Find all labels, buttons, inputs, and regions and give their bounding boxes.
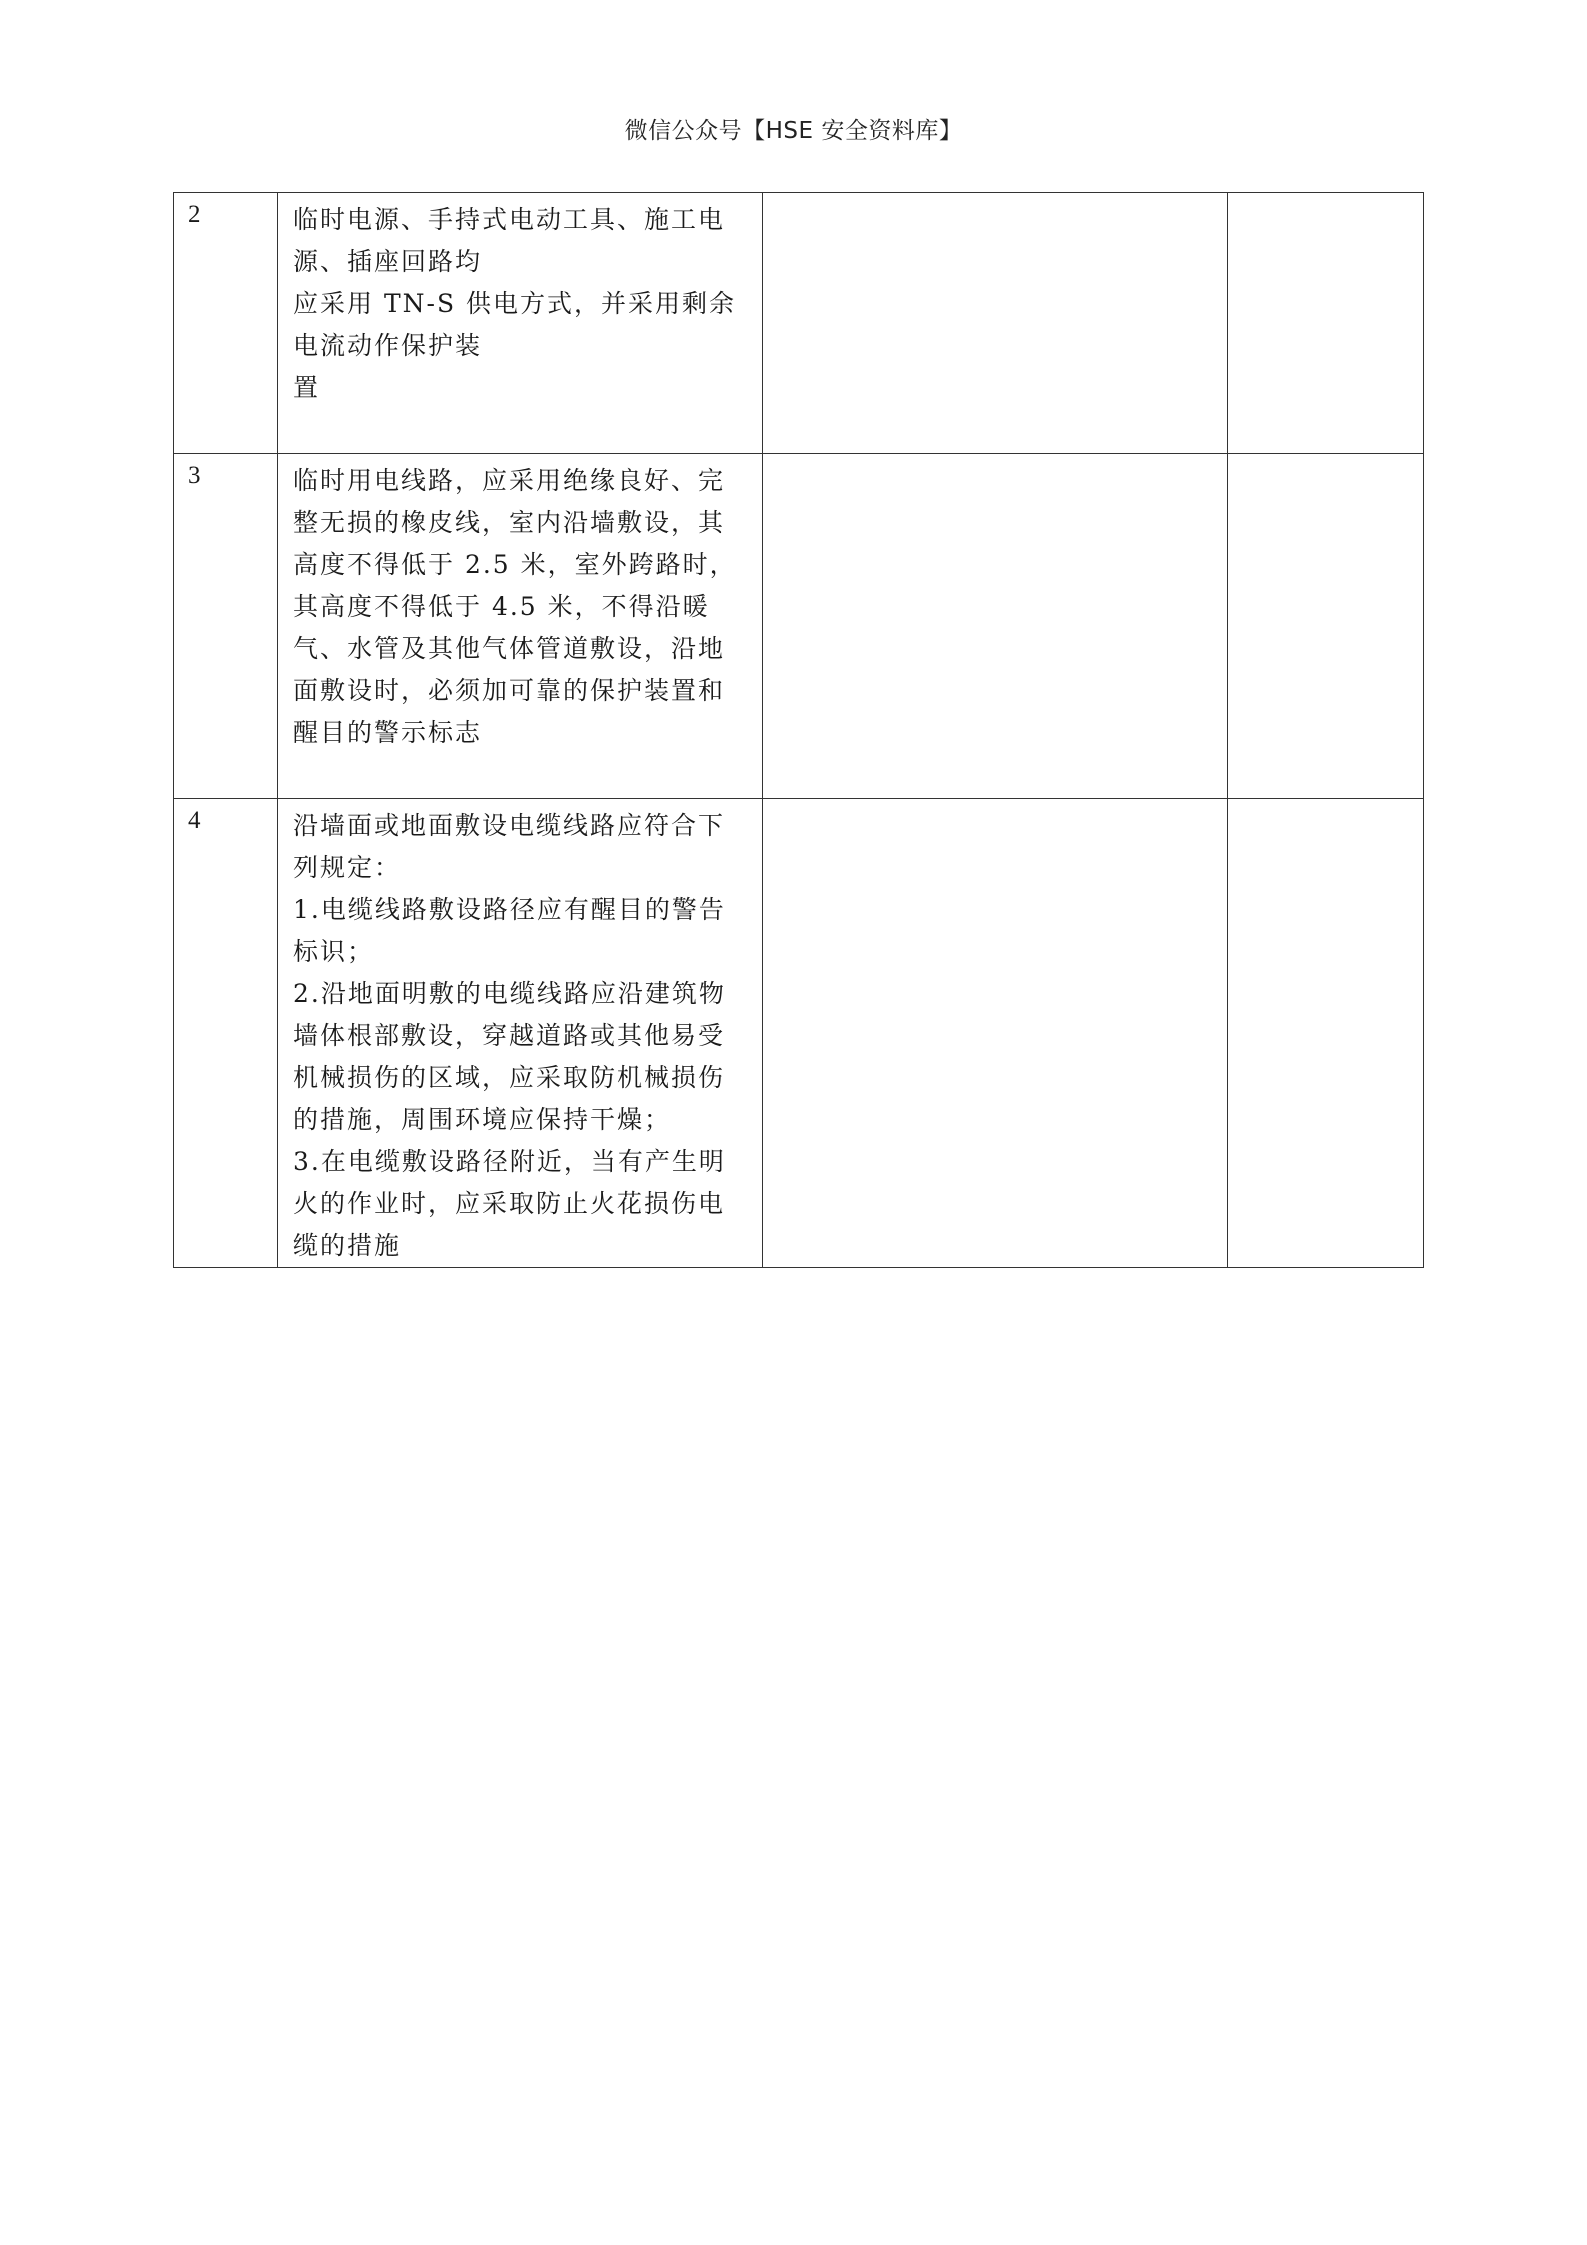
item-text-line: 标识； <box>293 937 375 966</box>
inspection-result-cell <box>763 799 1228 1268</box>
item-text-line: 临时用电线路，应采用绝缘良好、完 <box>293 466 726 495</box>
item-text-line: 临时电源、手持式电动工具、施工电 <box>293 205 726 234</box>
inspection-checklist-table <box>173 192 1424 1268</box>
item-text-line: 的措施，周围环境应保持干燥； <box>293 1105 672 1134</box>
item-text-line: 置 <box>293 373 321 402</box>
remark-cell <box>1228 193 1424 454</box>
inspection-item <box>278 799 763 1268</box>
item-text-line: 电流动作保护装 <box>293 331 483 360</box>
item-text-line: 源、插座回路均 <box>293 247 483 276</box>
item-text-line: 3.在电缆敷设路径附近，当有产生明 <box>293 1147 726 1176</box>
remark-cell <box>1228 799 1424 1268</box>
item-text-line: 应采用 TN-S 供电方式，并采用剩余 <box>293 289 737 318</box>
table-row <box>174 193 1424 454</box>
item-text-line: 醒目的警示标志 <box>293 718 483 747</box>
inspection-item <box>278 193 763 454</box>
row-number: 2 <box>174 193 278 454</box>
item-text-line: 沿墙面或地面敷设电缆线路应符合下 <box>293 811 726 840</box>
item-text-line: 机械损伤的区域，应采取防机械损伤 <box>293 1063 726 1092</box>
item-text-line: 列规定： <box>293 853 402 882</box>
remark-cell <box>1228 454 1424 799</box>
item-text-line: 气、水管及其他气体管道敷设，沿地 <box>293 634 726 663</box>
page-header: 微信公众号【HSE 安全资料库】 <box>624 118 963 144</box>
item-text-line: 面敷设时，必须加可靠的保护装置和 <box>293 676 726 705</box>
item-text-line: 缆的措施 <box>293 1231 402 1260</box>
table-row <box>174 799 1424 1268</box>
item-text-line: 火的作业时，应采取防止火花损伤电 <box>293 1189 726 1218</box>
item-text-line: 2.沿地面明敷的电缆线路应沿建筑物 <box>293 979 726 1008</box>
item-text-line: 墙体根部敷设，穿越道路或其他易受 <box>293 1021 726 1050</box>
inspection-item <box>278 454 763 799</box>
item-text-line: 整无损的橡皮线，室内沿墙敷设，其 <box>293 508 726 537</box>
inspection-result-cell <box>763 193 1228 454</box>
item-text-line: 1.电缆线路敷设路径应有醒目的警告 <box>293 895 726 924</box>
inspection-result-cell <box>763 454 1228 799</box>
table-row <box>174 454 1424 799</box>
item-text-line: 高度不得低于 2.5 米，室外跨路时， <box>293 550 737 579</box>
item-text-line: 其高度不得低于 4.5 米，不得沿暖 <box>293 592 710 621</box>
row-number: 3 <box>174 454 278 799</box>
row-number: 4 <box>174 799 278 1268</box>
